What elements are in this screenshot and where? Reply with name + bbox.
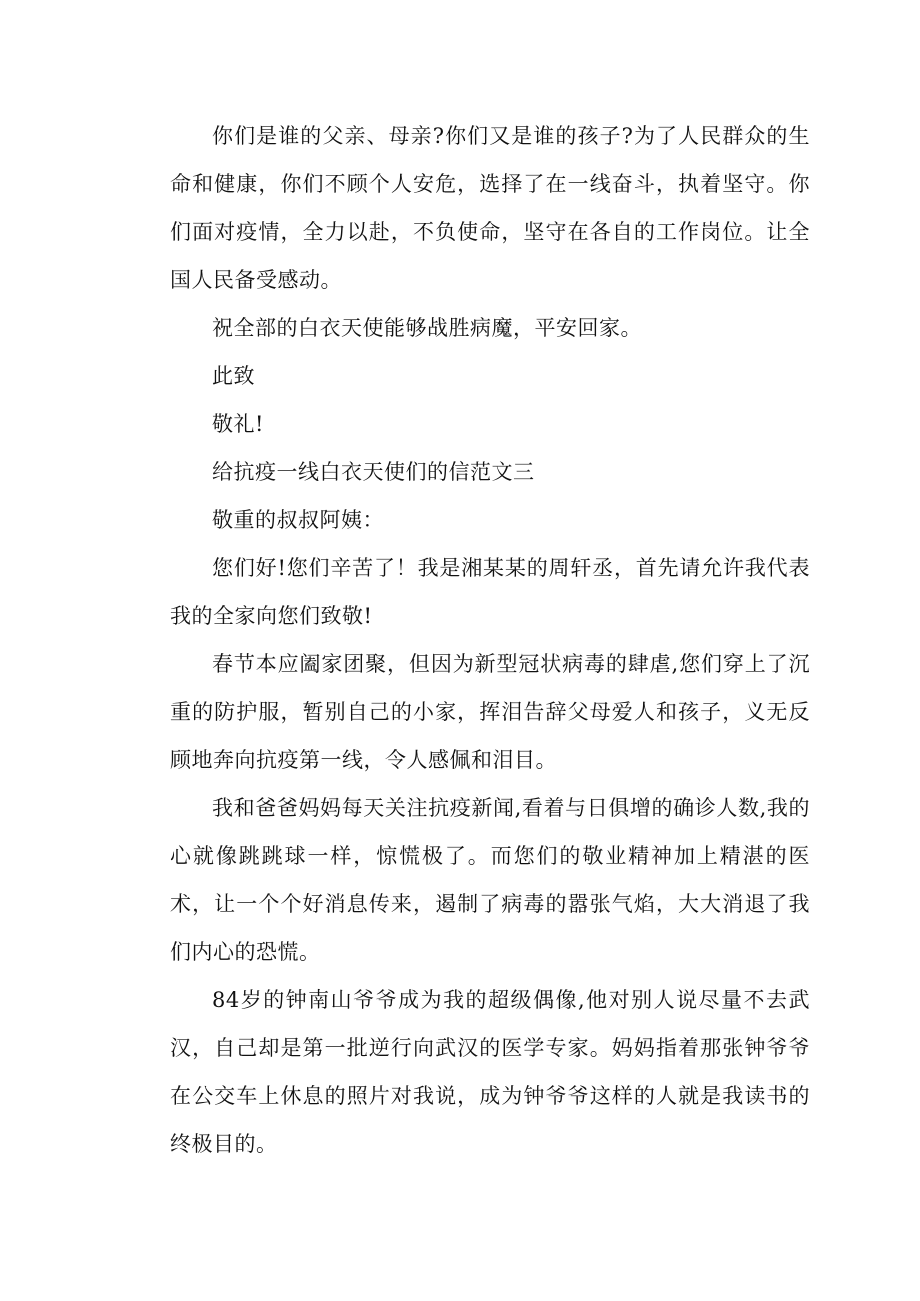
paragraph-wish: 祝全部的白衣天使能够战胜病魔，平安回家。 (212, 316, 642, 340)
paragraph-news: 我和爸爸妈妈每天关注抗疫新闻,看着与日俱增的确诊人数,我的心就像跳跳球一样，惊慌极了。而您们的敬业精神加上精湛的医术，让一个个好消息传来，遏制了病毒的嚣张气焰，大大消退了我们内心的恐慌。 (170, 796, 810, 964)
paragraph-closing-salutation: 此致 (212, 364, 255, 388)
paragraph-introduction: 您们好!您们辛苦了！我是湘某某的周轩丞，首先请允许我代表我的全家向您们致敬! (170, 556, 810, 628)
greeting: 敬重的叔叔阿姨： (212, 508, 384, 532)
paragraph-zhong-nanshan: 84岁的钟南山爷爷成为我的超级偶像,他对别人说尽量不去武汉，自己却是第一批逆行向武汉的医学专家。妈妈指着那张钟爷爷在公交车上休息的照片对我说，成为钟爷爷这样的人就是我读书的终极目的。 (170, 988, 810, 1156)
letter-body (170, 112, 810, 1168)
paragraph-spring-festival: 春节本应阖家团聚，但因为新型冠状病毒的肆虐,您们穿上了沉重的防护服，暂别自己的小家，挥泪告辞父母爱人和孩子，义无反顾地奔向抗疫第一线，令人感佩和泪目。 (170, 652, 810, 772)
paragraph-tribute: 你们是谁的父亲、母亲?你们又是谁的孩子?为了人民群众的生命和健康，你们不顾个人安危，选择了在一线奋斗，执着坚守。你们面对疫情，全力以赴，不负使命，坚守在各自的工作岗位。让全国人民备受感动。 (170, 124, 810, 292)
section-title: 给抗疫一线白衣天使们的信范文三 (212, 460, 535, 484)
paragraph-closing-respect: 敬礼! (212, 412, 264, 436)
